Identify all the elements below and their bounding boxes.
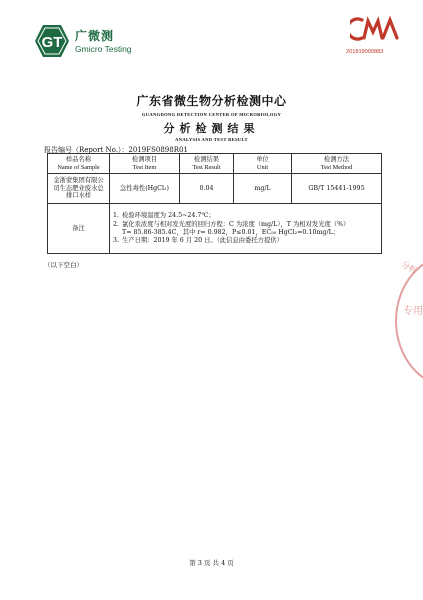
report-number: 报告编号（Report No.）：2019FS0898R01 — [44, 146, 188, 154]
result-table — [47, 153, 382, 254]
gt-logo-icon — [34, 24, 70, 58]
header-unit: 单位 Unit — [234, 154, 292, 174]
cma-logo-icon — [350, 14, 400, 44]
unit-cell: mg/L — [234, 174, 292, 204]
center-title-en: GUANGDONG DETECTION CENTER OF MICROBIOLOGY — [141, 112, 282, 117]
logo-english-name: Gmicro Testing — [75, 44, 132, 54]
center-title: 广东省微生物分析检测中心 — [136, 94, 287, 108]
sample-name-cell: 金浙蒙集团有限公 司生态肥业废水总 排口水样 — [48, 174, 110, 204]
svg-text:GT: GT — [41, 34, 63, 51]
page-number: 第 3 页 共 4 页 — [189, 559, 234, 567]
cma-number: 201819000883 — [346, 49, 384, 55]
logo-chinese-name: 广微测 — [75, 29, 115, 43]
partial-seal-stamp — [395, 250, 423, 390]
note-1: 1. 检验环境温度为 24.5~24.7℃； — [113, 211, 215, 219]
note-3: 3. 生产日期：2019 年 6 月 20 日。（此信息由委托方提供） — [113, 237, 283, 245]
remarks-label: 备注 — [48, 204, 110, 254]
table-header-row — [48, 154, 382, 174]
header-test-result: 检测结果 Test Result — [180, 154, 234, 174]
gmicro-logo — [34, 24, 134, 58]
seal-text-1: 分析 — [399, 259, 419, 276]
header-sample: 样品名称 Name of Sample — [48, 154, 110, 174]
remarks-row — [48, 204, 382, 254]
header-test-item: 检测项目 Test Item — [110, 154, 180, 174]
table-row — [48, 174, 382, 204]
report-title: 分析检测结果 — [163, 122, 260, 135]
remarks-notes — [110, 204, 382, 254]
note-2: 2. 氯化汞浓度与相对发光度的回归方程：C 为浓度（mg/L），T 为相对发光度（%） T= 85.86-385.4C，其中 r= 0.982，P≤0.01，EC₅₀ HgCl₂=0.10mg/L； — [113, 220, 350, 236]
blank-below-note: （以下空白） — [44, 261, 83, 269]
report-title-en: ANALYSIS AND TEST RESULT — [175, 137, 248, 142]
test-method-cell: GB/T 15441-1995 — [292, 174, 382, 204]
test-item-cell: 急性毒性(HgCl₂) — [110, 174, 180, 204]
header-test-method: 检测方法 Test Method — [292, 154, 382, 174]
seal-text-2: 专用 — [403, 306, 423, 317]
cma-certification — [346, 14, 402, 60]
test-result-cell: 0.04 — [180, 174, 234, 204]
